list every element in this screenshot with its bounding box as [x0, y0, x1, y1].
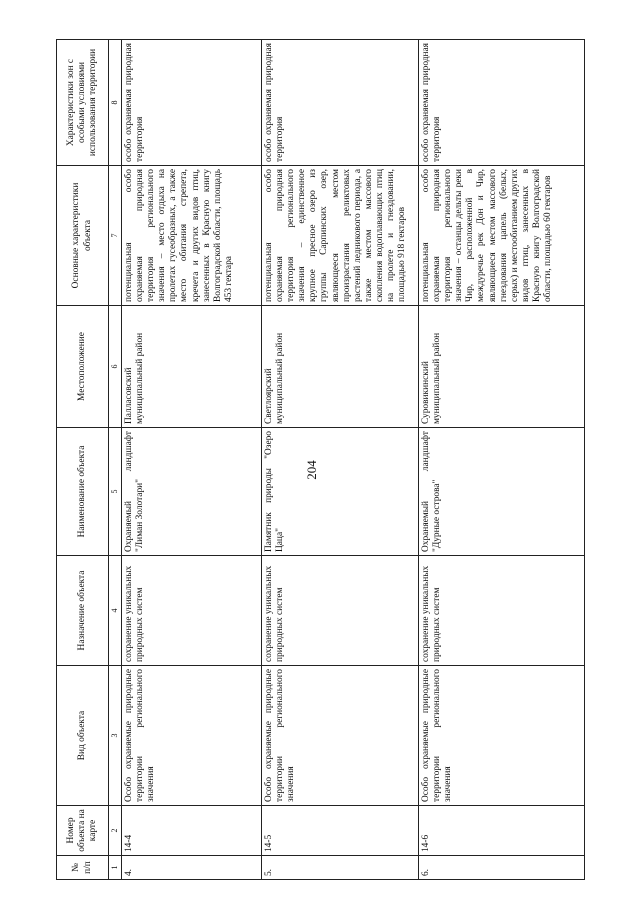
page-number: 204	[304, 460, 319, 480]
column-number: 7	[109, 166, 122, 306]
object-type: Особо охраняемые природные территории регионального значения	[419, 666, 585, 806]
column-number: 8	[109, 40, 122, 166]
zone-characteristics: особо охраняемая природная территория	[262, 40, 419, 166]
object-location: Суровикинский муниципальный район	[419, 306, 585, 428]
object-type: Особо охраняемые природные территории регионального значения	[262, 666, 419, 806]
header-cell: Основные характеристики объекта	[57, 166, 109, 306]
table-row	[122, 40, 262, 880]
table-row	[419, 40, 585, 880]
object-type: Особо охраняемые природные территории регионального значения	[122, 666, 262, 806]
column-number-row	[109, 40, 122, 880]
zone-characteristics: особо охраняемая природная территория	[122, 40, 262, 166]
table-header-row	[57, 40, 109, 880]
row-no: 6.	[419, 856, 585, 880]
column-number: 3	[109, 666, 122, 806]
row-no: 5.	[262, 856, 419, 880]
header-cell: Назначение объекта	[57, 556, 109, 666]
object-characteristics: потенциальная особо охраняемая природная территория регионального значения – останцы дельты реки Чир, расположенной в междуречье рек Дон и Чир, являющиеся местом массового гнездования цапель (белых, серых) и местообитанием других видов птиц, занесенных в Красную книгу Волгоградской области, площадью 60 гектаров	[419, 166, 585, 306]
zone-characteristics: особо охраняемая природная территория	[419, 40, 585, 166]
column-number: 6	[109, 306, 122, 428]
header-cell: Номер объекта на карте	[57, 806, 109, 856]
column-number: 4	[109, 556, 122, 666]
header-cell: Местоположение	[57, 306, 109, 428]
row-no: 4.	[122, 856, 262, 880]
object-name: Памятник природы "Озеро Цаца"	[262, 428, 419, 556]
header-cell: № п/п	[57, 856, 109, 880]
object-name: Охраняемый ландшафт "Дурные острова"	[419, 428, 585, 556]
header-cell: Характеристики зон с особыми условиями использования территории	[57, 40, 109, 166]
object-purpose: сохранение уникальных природных систем	[122, 556, 262, 666]
map-number: 14-5	[262, 806, 419, 856]
column-number: 1	[109, 856, 122, 880]
column-number: 2	[109, 806, 122, 856]
header-cell: Наименование объекта	[57, 428, 109, 556]
object-characteristics: потенциальная особо охраняемая природная территория регионального значения – единственное крупное пресное озеро из группы Сарпинских озер, являющееся местом произрастания реликтовых растений ледникового периода, а также местом массового скопления водоплавающих птиц на пролете и гнездовании, площадью 918 гектаров	[262, 166, 419, 306]
object-characteristics: потенциальная особо охраняемая природная территория регионального значения – место отдыха на пролетах гусеобразных, а также место обитания стрепета, кречета и других видов птиц, занесенных в Красную книгу Волгоградской области, площадь 453 гектара	[122, 166, 262, 306]
object-name: Охраняемый ландшафт "Лиман Золотари"	[122, 428, 262, 556]
map-number: 14-4	[122, 806, 262, 856]
object-location: Светлоярский муниципальный район	[262, 306, 419, 428]
object-purpose: сохранение уникальных природных систем	[262, 556, 419, 666]
objects-table	[56, 39, 585, 880]
object-location: Палласовский муниципальный район	[122, 306, 262, 428]
header-cell: Вид объекта	[57, 666, 109, 806]
object-purpose: сохранение уникальных природных систем	[419, 556, 585, 666]
table-row	[262, 40, 419, 880]
rotated-page-content	[56, 40, 584, 880]
map-number: 14-6	[419, 806, 585, 856]
column-number: 5	[109, 428, 122, 556]
